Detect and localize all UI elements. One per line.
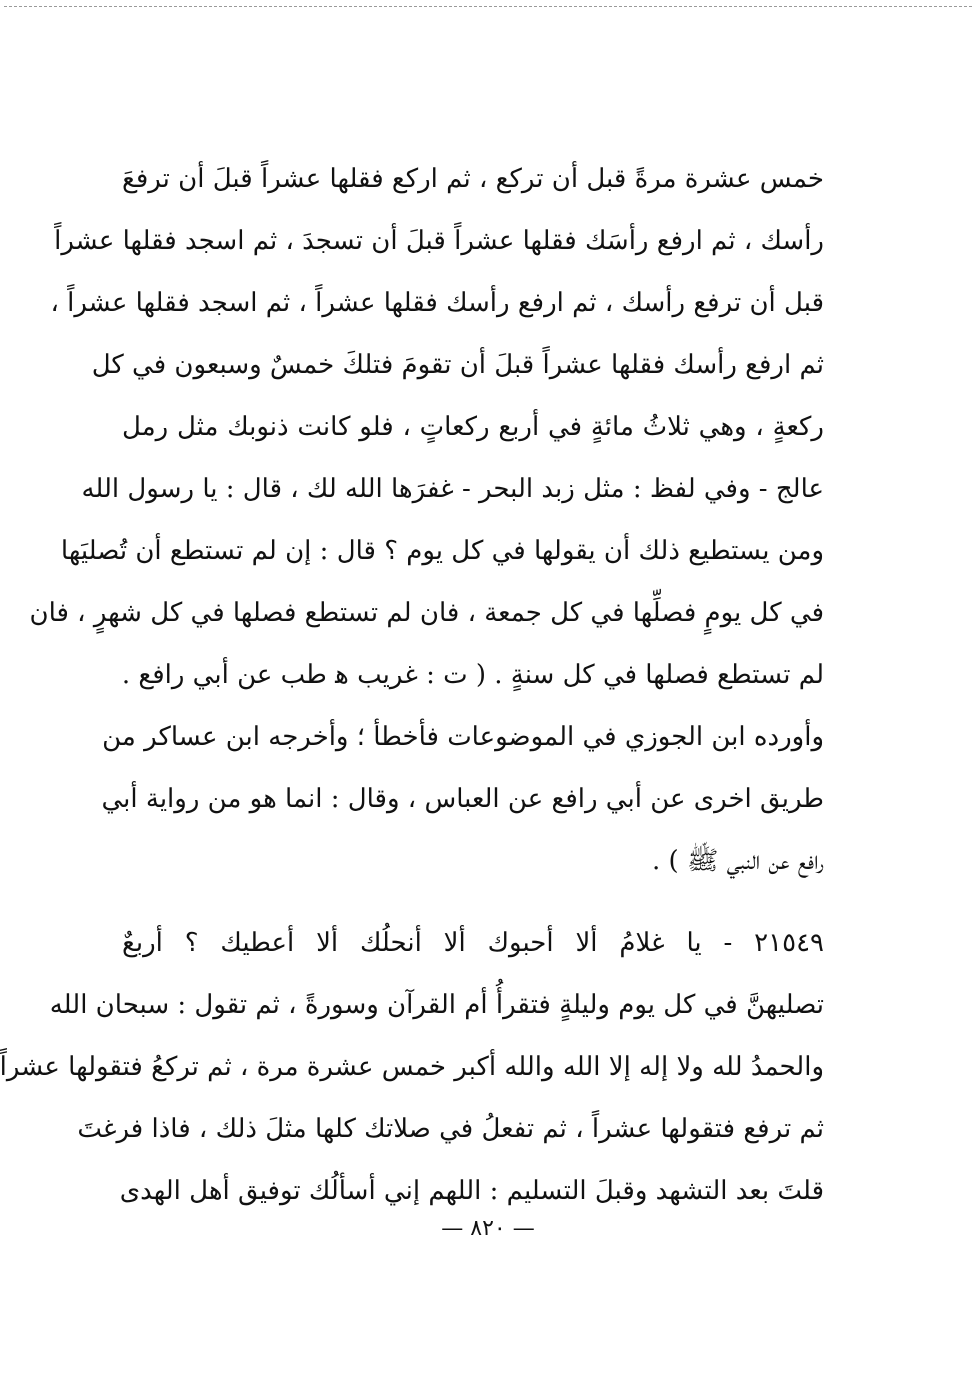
text-line: ٢١٥٤٩ - يا غلامُ ألا أحبوك ألا أنحلُك ألا أعطيك ؟ أربعٌ — [122, 928, 824, 958]
text-line: رأسك ، ثم ارفع رأسَك فقلها عشراً قبلَ أن تسجدَ ، ثم اسجد فقلها عشراً — [54, 226, 824, 256]
text-line: لم تستطع فصلها في كل سنةٍ . ( ت : غريب ﻫ طب عن أبي رافع . — [121, 660, 824, 690]
text-line: تصليهنَّ في كل يوم وليلةٍ فتقرأُ أم القرآن وسورةً ، ثم تقول : سبحان الله — [49, 990, 824, 1020]
text-line: ثم ترفع فتقولها عشراً ، ثم تفعلُ في صلاتك كلها مثلَ ذلك ، فاذا فرغتَ — [77, 1114, 824, 1144]
text-line: قلتَ بعد التشهد وقبلَ التسليم : اللهم إني أسألُك توفيق أهل الهدى — [119, 1176, 824, 1206]
page-number: — ٨٢٠ — — [441, 1216, 535, 1241]
text-line: قبل أن ترفع رأسك ، ثم ارفع رأسك فقلها عشراً ، ثم اسجد فقلها عشراً ، — [50, 288, 824, 318]
text-line: ركعةٍ ، وهي ثلاثُ مائةٍ في أربع ركعاتٍ ، فلو كانت ذنوبك مثل رمل — [122, 412, 824, 442]
text-line: عالج - وفي لفظ : مثل زبد البحر - غفرَها الله لك ، قال : يا رسول الله — [81, 474, 824, 504]
text-line: وأورده ابن الجوزي في الموضوعات فأخطأ ؛ وأخرجه ابن عساكر من — [102, 722, 824, 752]
text-line: خمس عشرة مرةً قبل أن تركع ، ثم اركع فقلها عشراً قبلَ أن ترفعَ — [122, 164, 824, 194]
text-line: طريق اخرى عن أبي رافع عن العباس ، وقال : انما هو من رواية أبي — [101, 784, 824, 814]
page-body — [0, 148, 824, 1222]
paragraph-1 — [29, 148, 824, 892]
text-line: والحمدُ لله ولا إله إلا الله والله أكبر خمس عشرة مرة ، ثم تركعُ فتقولها عشراً — [0, 1052, 824, 1082]
text-line: في كل يومٍ فصلِّها في كل جمعة ، فان لم تستطع فصلها في كل شهرٍ ، فان — [29, 598, 824, 628]
paragraph-gap — [122, 892, 824, 912]
text-line: ثم ارفع رأسك فقلها عشراً قبلَ أن تقومَ فتلكَ خمسٌ وسبعون في كل — [91, 350, 824, 380]
scan-top-rule — [4, 6, 972, 7]
paragraph-2 — [0, 912, 824, 1222]
text-line: ومن يستطيع ذلك أن يقولها في كل يوم ؟ قال : إن لم تستطع أن تُصليَها — [60, 536, 824, 566]
text-line: رافع عن النبي ﷺ ) . — [652, 846, 824, 876]
